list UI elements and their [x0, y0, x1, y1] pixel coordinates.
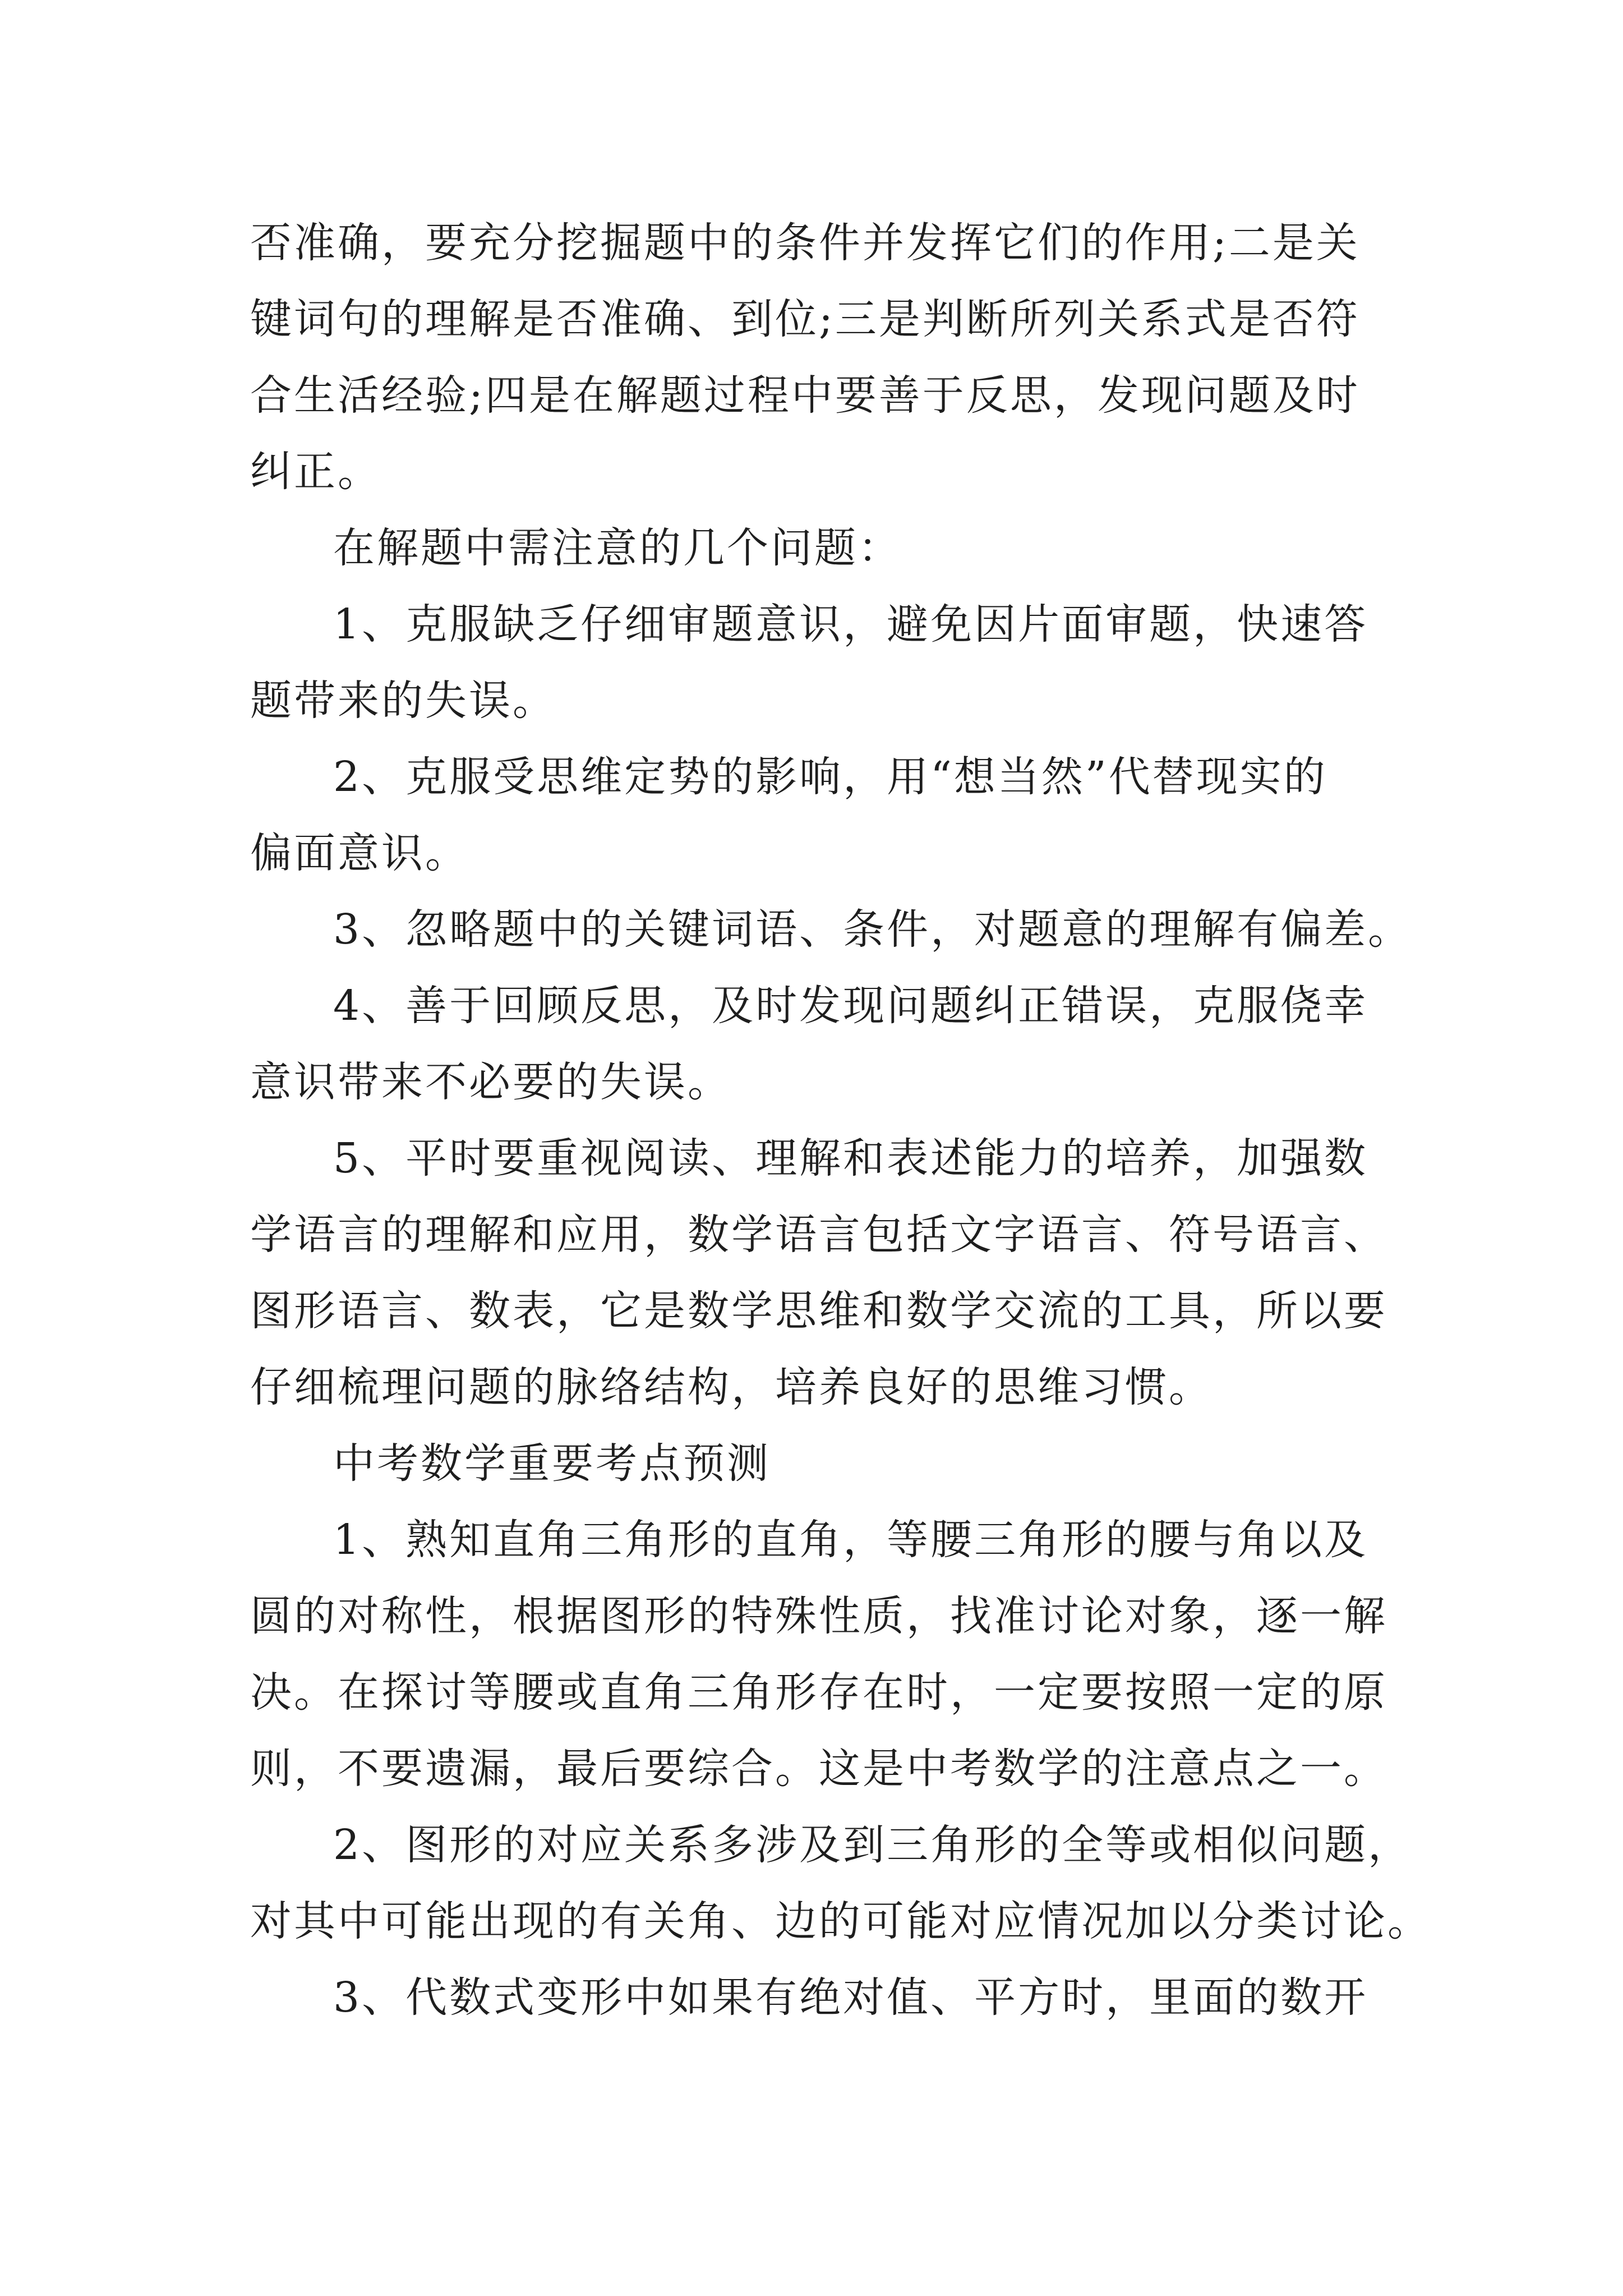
text-line: 1、熟知直角三角形的直角，等腰三角形的腰与角以及	[333, 1516, 1368, 1564]
text-line: 决。在探讨等腰或直角三角形存在时，一定要按照一定的原	[250, 1668, 1387, 1717]
text-line: 1、克服缺乏仔细审题意识，避免因片面审题，快速答	[333, 600, 1368, 648]
text-line: 仔细梳理问题的脉络结构，培养良好的思维习惯。	[250, 1363, 1212, 1411]
text-line: 否准确，要充分挖掘题中的条件并发挥它们的作用;二是关	[250, 219, 1360, 267]
text-line: 2、克服受思维定势的影响，用“想当然”代替现实的	[333, 753, 1327, 801]
document-body	[250, 205, 1431, 2036]
text-line: 意识带来不必要的失误。	[250, 1058, 731, 1106]
text-line: 对其中可能出现的有关角、边的可能对应情况加以分类讨论。	[250, 1897, 1431, 1945]
text-line: 合生活经验;四是在解题过程中要善于反思，发现问题及时	[250, 371, 1360, 420]
text-line: 则，不要遗漏，最后要综合。这是中考数学的注意点之一。	[250, 1745, 1387, 1793]
text-line: 偏面意识。	[250, 829, 469, 877]
text-line: 纠正。	[250, 448, 381, 496]
text-line: 3、代数式变形中如果有绝对值、平方时，里面的数开	[333, 1973, 1368, 2022]
text-line: 2、图形的对应关系多涉及到三角形的全等或相似问题，	[333, 1821, 1412, 1869]
text-line: 在解题中需注意的几个问题：	[333, 524, 902, 572]
text-line: 4、善于回顾反思，及时发现问题纠正错误，克服侥幸	[333, 982, 1368, 1030]
text-line: 键词句的理解是否准确、到位;三是判断所列关系式是否符	[250, 295, 1360, 343]
text-line: 3、忽略题中的关键词语、条件，对题意的理解有偏差。	[333, 905, 1412, 954]
text-line: 圆的对称性，根据图形的特殊性质，找准讨论对象，逐一解	[250, 1592, 1387, 1640]
text-line: 5、平时要重视阅读、理解和表述能力的培养，加强数	[333, 1134, 1368, 1182]
text-line: 中考数学重要考点预测	[333, 1439, 771, 1488]
text-line: 题带来的失误。	[250, 677, 556, 725]
text-line: 学语言的理解和应用，数学语言包括文字语言、符号语言、	[250, 1211, 1387, 1259]
text-line: 图形语言、数表，它是数学思维和数学交流的工具，所以要	[250, 1287, 1387, 1335]
